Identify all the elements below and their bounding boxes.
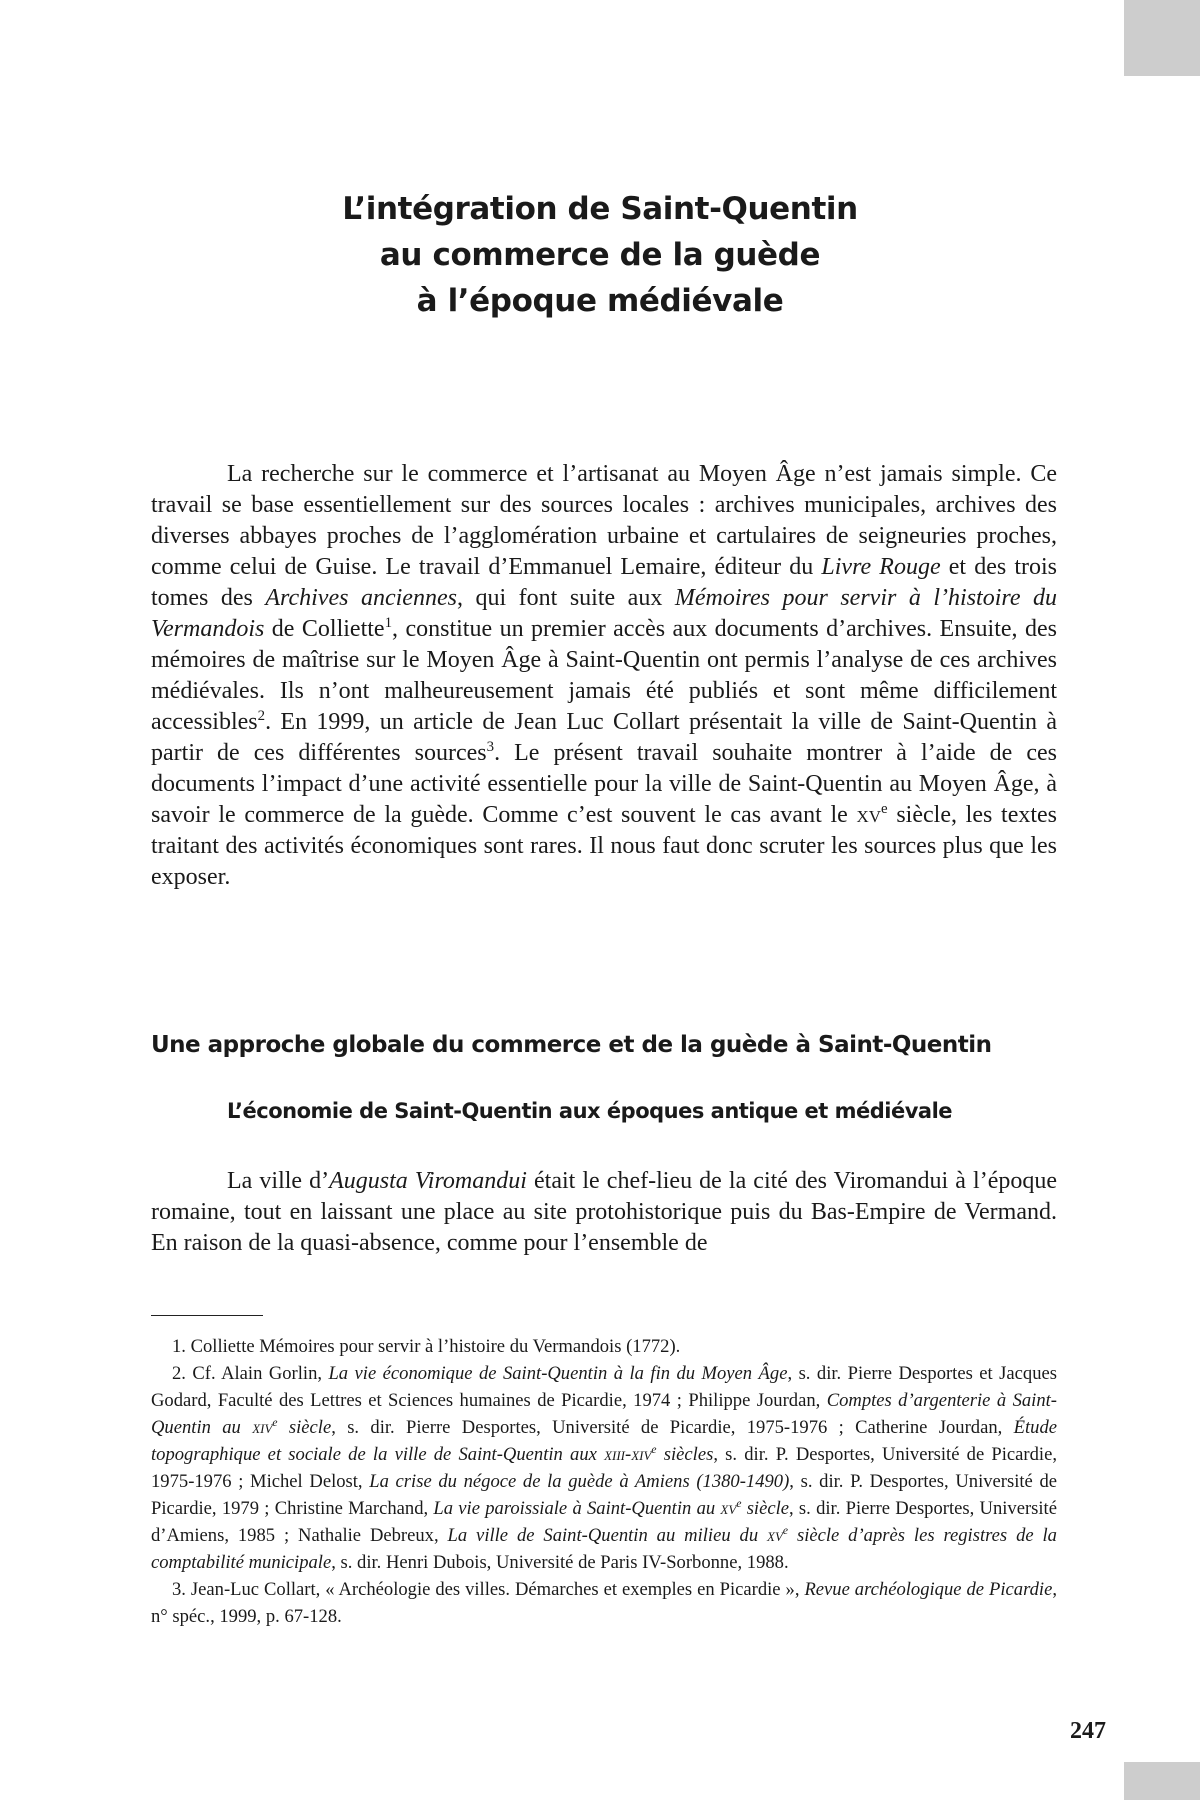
intro-paragraph: La recherche sur le commerce et l’artisanat au Moyen Âge n’est jamais simple. Ce travail se base essentiellement sur des sources locales : archives municipales, archives des diverses abbayes proches de l’agglomération urbaine et cartulaires de seigneuries proches, comme celui de Guise. Le travail d’Emmanuel Lemaire, éditeur du Livre Rouge et des trois tomes des Archives anciennes, qui font suite aux Mémoires pour servir à l’histoire du Vermandois de Colliette$^1$, constitue un premier accès aux documents d’archives. Ensuite, des mémoires de maîtrise sur le Moyen Âge à Saint-Quentin ont permis l’analyse de ces archives médiévales. Ils n’ont malheureusement jamais été publiés et sont même difficilement accessibles$^2$. En 1999, un article de Jean Luc Collart présentait la ville de Saint-Quentin à partir de ces différentes sources$^3$. Le présent travail souhaite montrer à l’aide de ces documents l’impact d’une activité essentielle pour la ville de Saint-Quentin au Moyen Âge, à savoir le commerce de la guède. Comme c’est souvent le cas avant le $xv^e$ siècle, les textes traitant des activités économiques sont rares. Il nous faut donc scruter les sources plus que les exposer. [151,461,1058,890]
italic-title: Livre Rouge [821,554,941,580]
title-line: L’intégration de Saint-Quentin [342,191,858,227]
footnote-ref: 2 [257,708,266,724]
italic-term: Augusta Viromandui [329,1168,527,1194]
century-numeral: xv [856,802,882,828]
page-edge-tab-top [1124,0,1200,76]
footnote-divider [151,1315,263,1316]
subsection-heading: L’économie de Saint-Quentin aux époques antique et médiévale [227,1099,953,1123]
footnote-ref: 1 [384,615,393,631]
body-paragraph: La ville d’Augusta Viromandui était le chef-lieu de la cité des Viromandui à l’époque romaine, tout en laissant une place au site protohistorique puis du Bas-Empire de Vermand. En raison de la quasi-absence, comme pour l’ensemble de [151,1168,1058,1256]
title-line: à l’époque médiévale [416,283,784,319]
article-title [150,186,1050,324]
footnote-ref: 3 [486,739,495,755]
footnote-1: 1. Colliette Mémoires pour servir à l’histoire du Vermandois (1772). [172,1336,681,1357]
italic-title: Mémoires pour servir à l’histoire du Vermandois [151,585,1057,642]
title-line: au commerce de la guède [379,237,821,273]
footnote-2: 2. Cf. Alain Gorlin, La vie économique de Saint-Quentin à la fin du Moyen Âge, s. dir. Pierre Desportes et Jacques Godard, Faculté des Lettres et Sciences humaines de Picardie, 1974 ; Philippe Jourdan, Comptes d’argenterie à Saint-Quentin au xiv$^e$ siècle, s. dir. Pierre Desportes, Université de Picardie, 1975-1976 ; Catherine Jourdan, Étude topographique et sociale de la ville de Saint-Quentin aux xiii-xiv$^e$ siècles, s. dir. P. Desportes, Université de Picardie, 1975-1976 ; Michel Delost, La crise du négoce de la guède à Amiens (1380-1490), s. dir. P. Desportes, Université de Picardie, 1979 ; Christine Marchand, La vie paroissiale à Saint-Quentin au $xv^e$ siècle, s. dir. Pierre Desportes, Université d’Amiens, 1985 ; Nathalie Debreux, La ville de Saint-Quentin au milieu du $xv^e$ siècle d’après les registres de la comptabilité municipale, s. dir. Henri Dubois, Université de Paris IV-Sorbonne, 1988. [151,1363,1058,1573]
footnote-3: 3. Jean-Luc Collart, « Archéologie des villes. Démarches et exemples en Picardie », Revue archéologique de Picardie, n° spéc., 1999, p. 67-128. [151,1579,1057,1627]
section-heading: Une approche globale du commerce et de la guède à Saint-Quentin [151,1032,992,1058]
page-edge-tab-bottom [1124,1762,1200,1800]
italic-title: Archives anciennes [265,585,457,611]
page-number: 247 [1070,1718,1106,1744]
footnotes [151,1333,1057,1630]
